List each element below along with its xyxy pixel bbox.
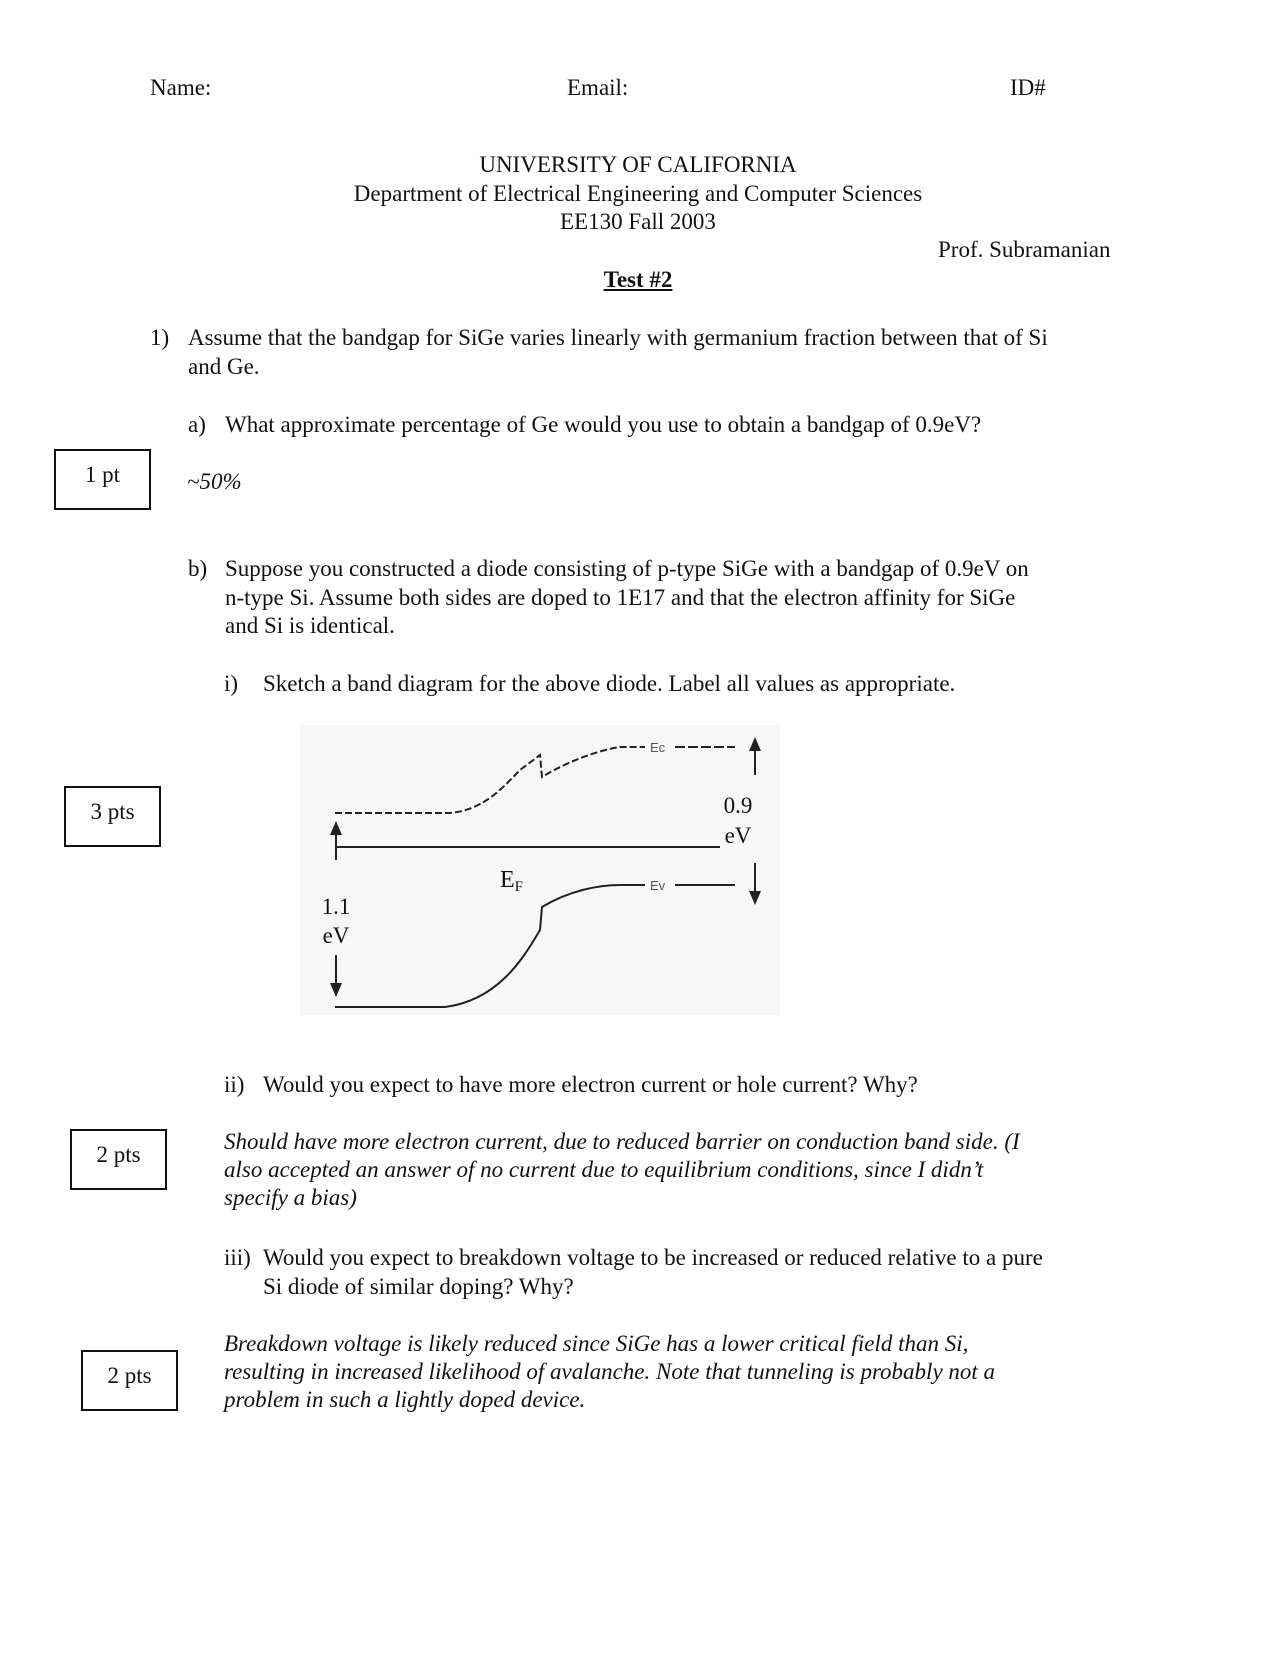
left-gap-value: 1.1 bbox=[321, 894, 351, 919]
fermi-label-main: E bbox=[500, 867, 515, 893]
q1biii-question-line1: Would you expect to breakdown voltage to be increased or reduced relative to a pure bbox=[263, 1245, 1043, 1270]
q1a-label: a) bbox=[188, 412, 206, 437]
university-title: UNIVERSITY OF CALIFORNIA bbox=[479, 152, 797, 177]
q1a-points: 1 pt bbox=[84, 462, 121, 487]
name-label: Name: bbox=[150, 75, 212, 100]
q1biii-points: 2 pts bbox=[107, 1363, 152, 1388]
q1-text-line2: and Ge. bbox=[188, 354, 260, 379]
q1b-line2: n-type Si. Assume both sides are doped to 1E17 and that the electron affinity for SiGe bbox=[225, 585, 1016, 610]
q1biii-question-line2: Si diode of similar doping? Why? bbox=[263, 1274, 574, 1299]
q1biii-label: iii) bbox=[224, 1245, 251, 1270]
q1a-question: What approximate percentage of Ge would you use to obtain a bandgap of 0.9eV? bbox=[225, 412, 982, 437]
id-label: ID# bbox=[1010, 75, 1046, 100]
q1bii-points: 2 pts bbox=[96, 1142, 141, 1167]
q1-text-line1: Assume that the bandgap for SiGe varies linearly with germanium fraction between that of Si bbox=[188, 325, 1048, 350]
email-label: Email: bbox=[567, 75, 629, 100]
left-gap-unit: eV bbox=[322, 923, 350, 948]
q1b-line3: and Si is identical. bbox=[225, 613, 395, 638]
right-gap-value: 0.9 bbox=[723, 793, 753, 818]
q1bi-label: i) bbox=[224, 671, 239, 696]
q1biii-answer-line3: problem in such a lightly doped device. bbox=[224, 1387, 586, 1412]
course-title: EE130 Fall 2003 bbox=[560, 209, 716, 234]
band-diagram bbox=[300, 725, 780, 1015]
ev-label: Ev bbox=[650, 878, 666, 893]
q1bii-answer-line1: Should have more electron current, due to reduced barrier on conduction band side. (I bbox=[224, 1129, 1020, 1154]
q1bii-points-box bbox=[70, 1129, 167, 1190]
right-gap-unit: eV bbox=[724, 823, 752, 848]
department-title: Department of Electrical Engineering and Computer Sciences bbox=[353, 181, 923, 206]
q1bii-label: ii) bbox=[224, 1072, 245, 1097]
q1biii-answer-line2: resulting in increased likelihood of avalanche. Note that tunneling is probably not a bbox=[224, 1359, 996, 1384]
q1biii-points-box bbox=[81, 1350, 178, 1411]
q1bi-points-box bbox=[64, 786, 161, 847]
q1bi-question: Sketch a band diagram for the above diode. Label all values as appropriate. bbox=[263, 671, 956, 696]
q1a-answer: ~50% bbox=[187, 469, 242, 494]
q1bii-answer-line2: also accepted an answer of no current due to equilibrium conditions, since I didn’t bbox=[224, 1157, 984, 1182]
fermi-label-sub: F bbox=[514, 879, 524, 895]
q1b-line1: Suppose you constructed a diode consisting of p-type SiGe with a bandgap of 0.9eV on bbox=[225, 556, 1029, 581]
diagram-background bbox=[300, 725, 780, 1015]
professor-name: Prof. Subramanian bbox=[938, 237, 1111, 262]
ec-label: Ec bbox=[650, 740, 666, 755]
q1a-points-box bbox=[54, 449, 151, 510]
q1b-label: b) bbox=[188, 556, 208, 581]
q1bii-answer-line3: specify a bias) bbox=[224, 1185, 357, 1210]
q1biii-answer-line1: Breakdown voltage is likely reduced since SiGe has a lower critical field than Si, bbox=[224, 1331, 969, 1356]
q1bi-points: 3 pts bbox=[90, 799, 135, 824]
test-title: Test #2 bbox=[603, 267, 673, 292]
q1-number: 1) bbox=[150, 325, 170, 350]
q1bii-question: Would you expect to have more electron current or hole current? Why? bbox=[263, 1072, 918, 1097]
